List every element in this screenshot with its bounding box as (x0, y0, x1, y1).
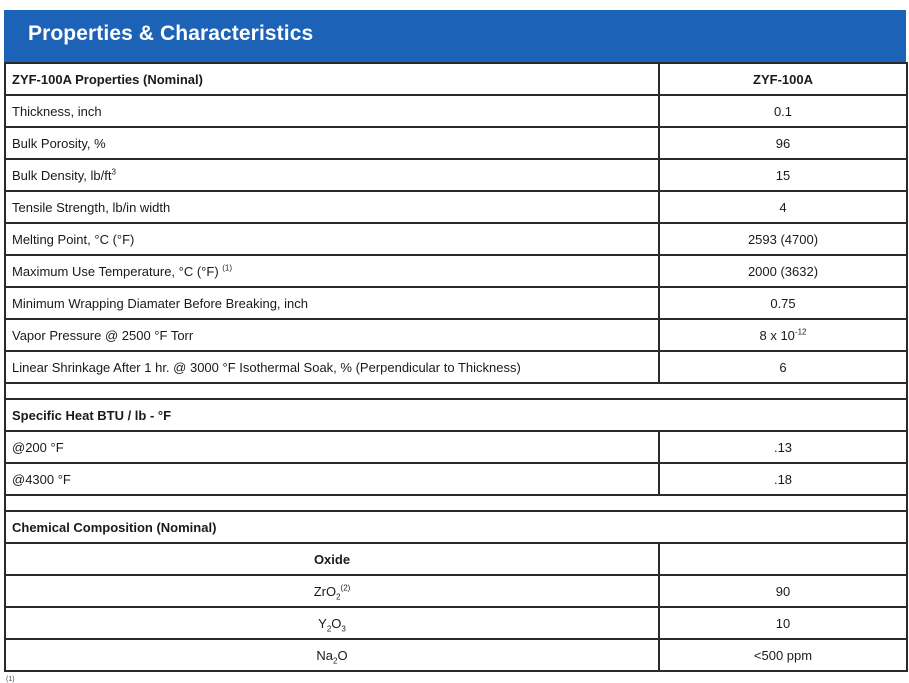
table-row (5, 287, 907, 319)
table-header-row (5, 63, 907, 95)
property-label: Bulk Density, lb/ft (12, 167, 112, 183)
table-row (5, 639, 907, 671)
property-label: Melting Point, °C (°F) (5, 223, 659, 255)
oxide-value: 10 (659, 607, 907, 639)
section-header (4, 10, 906, 62)
spacer-row (5, 495, 907, 511)
property-label: Vapor Pressure @ 2500 °F Torr (5, 319, 659, 351)
section-heading-row (5, 399, 907, 431)
property-label-cell (5, 255, 659, 287)
property-label: Linear Shrinkage After 1 hr. @ 3000 °F Isothermal Soak, % (Perpendicular to Thickness) (5, 351, 659, 383)
chemical-composition-heading: Chemical Composition (Nominal) (5, 511, 907, 543)
footnote-ref: (2) (340, 583, 351, 593)
property-label: Thickness, inch (5, 95, 659, 127)
property-value: 6 (659, 351, 907, 383)
property-label: @4300 °F (5, 463, 659, 495)
table-row (5, 575, 907, 607)
table-row (5, 159, 907, 191)
property-label: Bulk Porosity, % (5, 127, 659, 159)
spacer-row (5, 383, 907, 399)
oxide-value: 90 (659, 575, 907, 607)
property-value-cell (659, 319, 907, 351)
footnote: (1) (6, 676, 15, 683)
property-value: .18 (659, 463, 907, 495)
oxide-formula: $Na_2O$ (5, 639, 659, 671)
table-row (5, 255, 907, 287)
property-value: 0.1 (659, 95, 907, 127)
property-label: Maximum Use Temperature, °C (°F) (12, 263, 223, 279)
properties-table (4, 62, 908, 672)
empty-cell (659, 543, 907, 575)
column-header-value: ZYF-100A (659, 63, 907, 95)
property-value: 4 (659, 191, 907, 223)
oxide-header-row (5, 543, 907, 575)
property-label: Tensile Strength, lb/in width (5, 191, 659, 223)
property-label-cell (5, 159, 659, 191)
column-header-property: ZYF-100A Properties (Nominal) (5, 63, 659, 95)
footnote-ref: (1) (222, 263, 233, 273)
table-row (5, 463, 907, 495)
property-value: 8 x 10 (759, 327, 795, 343)
property-value: 0.75 (659, 287, 907, 319)
section-title: Properties & Characteristics (28, 22, 314, 45)
table-row (5, 319, 907, 351)
property-label: Minimum Wrapping Diamater Before Breaking, inch (5, 287, 659, 319)
property-value: .13 (659, 431, 907, 463)
property-value: 2593 (4700) (659, 223, 907, 255)
exponent: -12 (794, 327, 807, 337)
table-row (5, 127, 907, 159)
table-row (5, 95, 907, 127)
property-label: @200 °F (5, 431, 659, 463)
property-value: 96 (659, 127, 907, 159)
table-row (5, 351, 907, 383)
table-row (5, 607, 907, 639)
table-row (5, 223, 907, 255)
section-heading-row (5, 511, 907, 543)
oxide-value: <500 ppm (659, 639, 907, 671)
property-value: 2000 (3632) (659, 255, 907, 287)
oxide-column-header: Oxide (5, 543, 659, 575)
table-row (5, 191, 907, 223)
oxide-formula: ZrO$_2^{(2)}$ (5, 575, 659, 607)
superscript: 3 (111, 167, 116, 177)
specific-heat-heading: Specific Heat BTU / lb - °F (5, 399, 907, 431)
property-value: 15 (659, 159, 907, 191)
table-row (5, 431, 907, 463)
oxide-formula: $Y_2O_3$ (5, 607, 659, 639)
